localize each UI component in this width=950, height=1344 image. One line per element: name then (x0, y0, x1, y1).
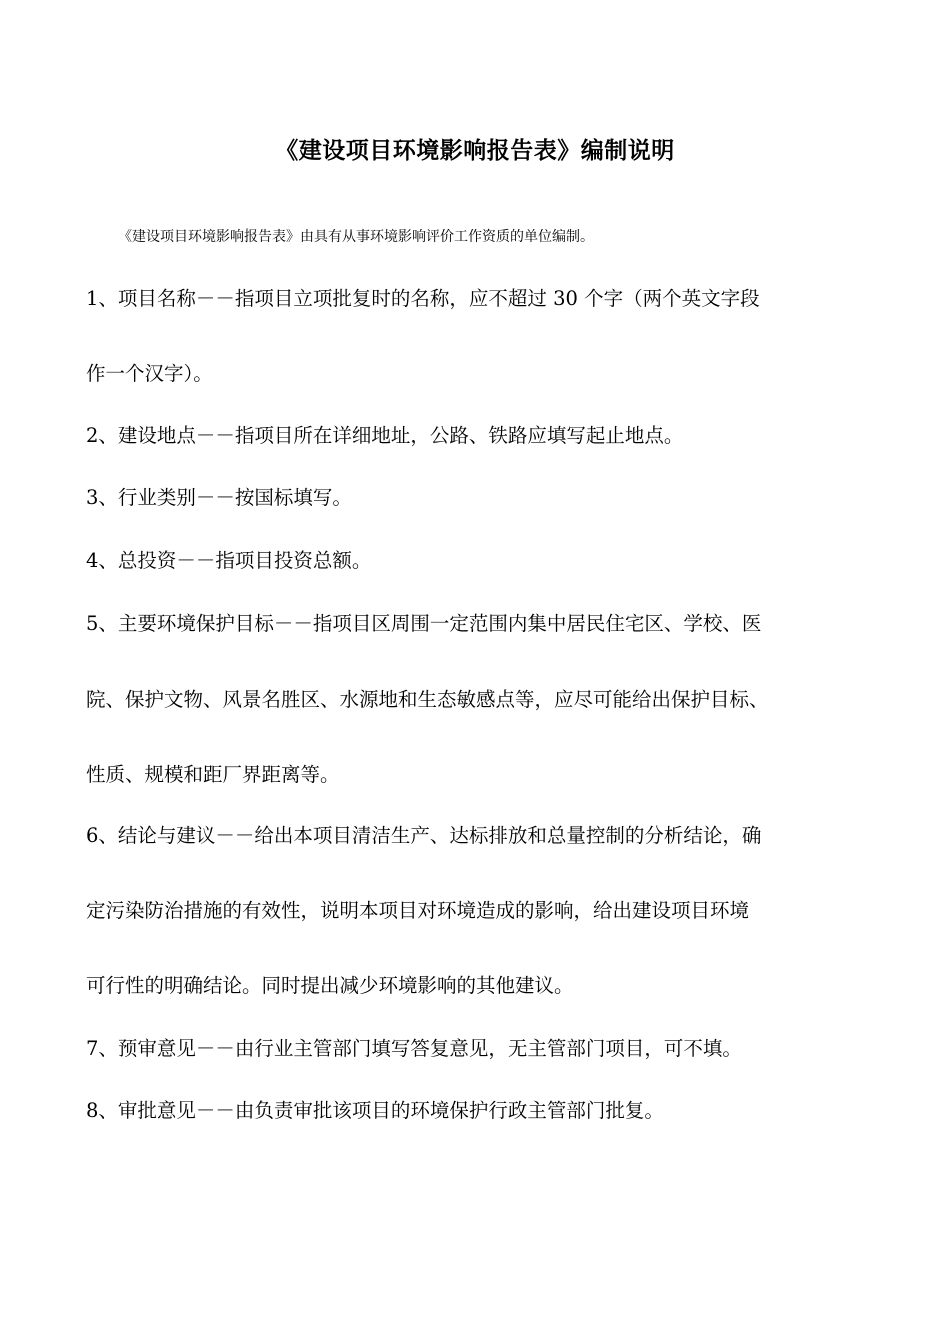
item-8-line-1: 8、审批意见－－由负责审批该项目的环境保护行政主管部门批复。 (86, 1099, 664, 1122)
item-6-line-1: 6、结论与建议－－给出本项目清洁生产、达标排放和总量控制的分析结论，确 (86, 824, 762, 847)
page-title: 《建设项目环境影响报告表》编制说明 (275, 137, 675, 164)
item-5-line-2: 院、保护文物、风景名胜区、水源地和生态敏感点等，应尽可能给出保护目标、 (86, 688, 769, 711)
item-6-line-3: 可行性的明确结论。同时提出减少环境影响的其他建议。 (86, 974, 574, 997)
item-7-line-1: 7、预审意见－－由行业主管部门填写答复意见，无主管部门项目，可不填。 (86, 1037, 742, 1060)
item-1-line-1: 1、项目名称－－指项目立项批复时的名称，应不超过 30 个字（两个英文字段 (86, 287, 760, 310)
item-3-line-1: 3、行业类别－－按国标填写。 (86, 486, 352, 509)
item-2-line-1: 2、建设地点－－指项目所在详细地址，公路、铁路应填写起止地点。 (86, 424, 684, 447)
item-4-line-1: 4、总投资－－指项目投资总额。 (86, 549, 372, 572)
item-5-line-1: 5、主要环境保护目标－－指项目区周围一定范围内集中居民住宅区、学校、医 (86, 612, 762, 635)
intro-paragraph: 《建设项目环境影响报告表》由具有从事环境影响评价工作资质的单位编制。 (118, 229, 594, 245)
item-6-line-2: 定污染防治措施的有效性，说明本项目对环境造成的影响，给出建设项目环境 (86, 899, 750, 922)
item-1-line-2: 作一个汉字）。 (86, 362, 213, 385)
item-5-line-3: 性质、规模和距厂界距离等。 (86, 763, 340, 786)
